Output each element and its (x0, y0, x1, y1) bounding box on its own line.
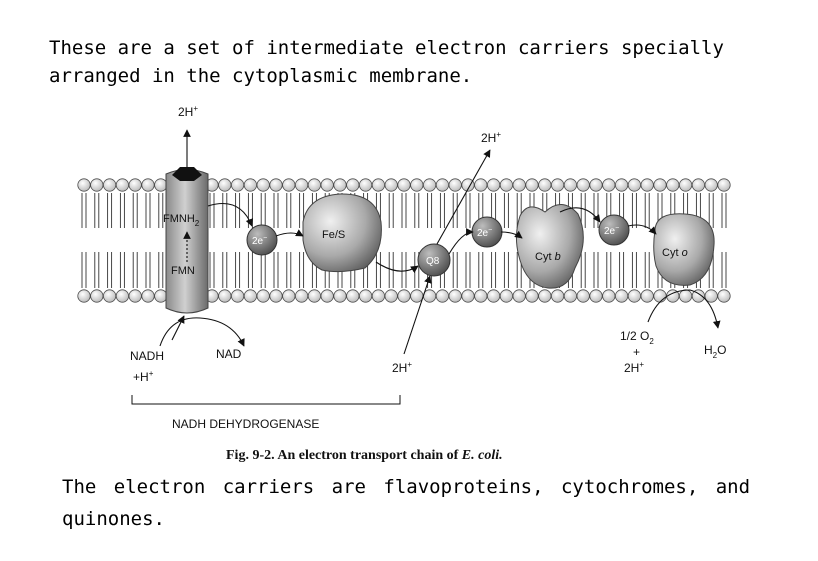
lipid-head (628, 179, 640, 191)
lipid-head (347, 179, 359, 191)
lipid-head (577, 290, 589, 302)
fmn-label: FMN (171, 265, 195, 277)
lipid-head (513, 179, 525, 191)
nad-label: NAD (216, 347, 242, 361)
lipid-head (551, 179, 563, 191)
lipid-head (718, 179, 730, 191)
conclusion-line-2: quinones. (62, 508, 165, 530)
lipid-head (449, 179, 461, 191)
lipid-head (539, 290, 551, 302)
cyt-b-label: Cyt b (535, 251, 561, 263)
electron-pair-label-1: 2e− (252, 235, 268, 247)
lipid-head (359, 290, 371, 302)
lipid-head (679, 179, 691, 191)
electron-flow-arrow-4 (449, 232, 473, 254)
lipid-head (308, 179, 320, 191)
lipid-head (219, 179, 231, 191)
lipid-head (321, 179, 333, 191)
lipid-head (270, 179, 282, 191)
lipid-head (372, 179, 384, 191)
proton-label-top-right: 2H+ (481, 130, 502, 145)
lipid-head (462, 290, 474, 302)
intro-line-2: arranged in the cytoplasmic membrane. (49, 65, 473, 87)
lipid-head (436, 179, 448, 191)
lipid-head (718, 290, 730, 302)
lipid-head (385, 290, 397, 302)
lipid-head (385, 179, 397, 191)
lipid-head (679, 290, 691, 302)
lipid-head (564, 290, 576, 302)
electron-flow-arrow-2 (276, 233, 303, 236)
lipid-head (513, 290, 525, 302)
lipid-head (398, 179, 410, 191)
lipid-head (295, 290, 307, 302)
lipid-head (500, 179, 512, 191)
intro-line-1: These are a set of intermediate electron carriers specially (49, 37, 724, 59)
lipid-head (334, 179, 346, 191)
proton-label-top-left: 2H+ (178, 104, 199, 119)
lipid-head (628, 290, 640, 302)
figure-caption: Fig. 9-2. An electron transport chain of E. coli. (226, 448, 503, 463)
lipid-head (475, 290, 487, 302)
lipid-head (78, 290, 90, 302)
lipid-head (654, 179, 666, 191)
lipid-head (411, 179, 423, 191)
lipid-head (487, 290, 499, 302)
lipid-head (411, 290, 423, 302)
lipid-head (142, 179, 154, 191)
nadh-label: NADH (130, 349, 165, 363)
lipid-head (551, 290, 563, 302)
oxygen-plus-label: + (633, 345, 641, 359)
lipid-head (91, 179, 103, 191)
nadh-oxidation-arrow (160, 318, 244, 346)
lipid-head (244, 179, 256, 191)
fmnh2-label: $FMNH_2$ (163, 213, 200, 228)
lipid-head (526, 290, 538, 302)
lipid-head (103, 290, 115, 302)
lipid-head (142, 290, 154, 302)
lipid-head (308, 290, 320, 302)
lipid-head (270, 290, 282, 302)
lipid-head (641, 179, 653, 191)
lipid-head (257, 179, 269, 191)
lipid-head (590, 290, 602, 302)
lipid-head (283, 290, 295, 302)
water-label: $H_2O$ (704, 343, 727, 360)
lipid-head (603, 290, 615, 302)
lipid-head (577, 179, 589, 191)
lipid-head (295, 179, 307, 191)
lipid-head (372, 290, 384, 302)
cyt-b-protein (516, 204, 583, 288)
nadh-proton-label: +H+ (133, 369, 154, 384)
lipid-head (321, 290, 333, 302)
conclusion-line-1: The electron carriers are flavoproteins, cytochromes, and (62, 476, 751, 498)
electron-flow-arrow-1 (208, 204, 252, 227)
oxygen-proton-label: 2H+ (624, 360, 645, 375)
lipid-head (423, 179, 435, 191)
lipid-head (334, 290, 346, 302)
electron-pair-label-3: 2e− (604, 225, 620, 237)
lipid-head (155, 179, 167, 191)
lipid-head (283, 179, 295, 191)
fes-label: Fe/S (322, 229, 346, 241)
lipid-head (692, 179, 704, 191)
lipid-head (564, 179, 576, 191)
lipid-head (654, 290, 666, 302)
lipid-head (615, 179, 627, 191)
lipid-head (231, 290, 243, 302)
lipid-head (449, 290, 461, 302)
lipid-head (116, 290, 128, 302)
lipid-head (475, 179, 487, 191)
lipid-head (487, 179, 499, 191)
lipid-head (257, 290, 269, 302)
lipid-head (78, 179, 90, 191)
lipid-head (398, 290, 410, 302)
lipid-head (500, 290, 512, 302)
lipid-head (219, 290, 231, 302)
lipid-head (603, 179, 615, 191)
lipid-head (129, 179, 141, 191)
lipid-head (359, 179, 371, 191)
lipid-head (155, 290, 167, 302)
lipid-head (244, 290, 256, 302)
lipid-head (436, 290, 448, 302)
lipid-head (103, 179, 115, 191)
lipid-head (590, 179, 602, 191)
proton-in-arrow (404, 276, 430, 354)
lipid-head (347, 290, 359, 302)
nadh-dehydrogenase-label: NADH DEHYDROGENASE (172, 417, 320, 431)
lipid-head (641, 290, 653, 302)
lipid-head (615, 290, 627, 302)
lipid-head (705, 179, 717, 191)
nadh-to-fmn-arrow (172, 316, 184, 340)
lipid-head (539, 179, 551, 191)
proton-label-bottom: 2H+ (392, 360, 413, 375)
conclusion-text (62, 471, 751, 535)
oxygen-label: 1/2 $O_2$ (620, 329, 654, 346)
lipid-head (91, 290, 103, 302)
lipid-head (526, 179, 538, 191)
electron-pair-label-2: 2e− (477, 227, 493, 239)
nadh-dehydrogenase-bracket (132, 395, 400, 404)
lipid-head (231, 179, 243, 191)
q8-label: Q8 (426, 256, 440, 267)
lipid-head (116, 179, 128, 191)
lipid-head (129, 290, 141, 302)
cyt-o-label: Cyt o (662, 247, 688, 259)
lipid-head (667, 179, 679, 191)
electron-flow-arrow-3 (376, 262, 418, 271)
